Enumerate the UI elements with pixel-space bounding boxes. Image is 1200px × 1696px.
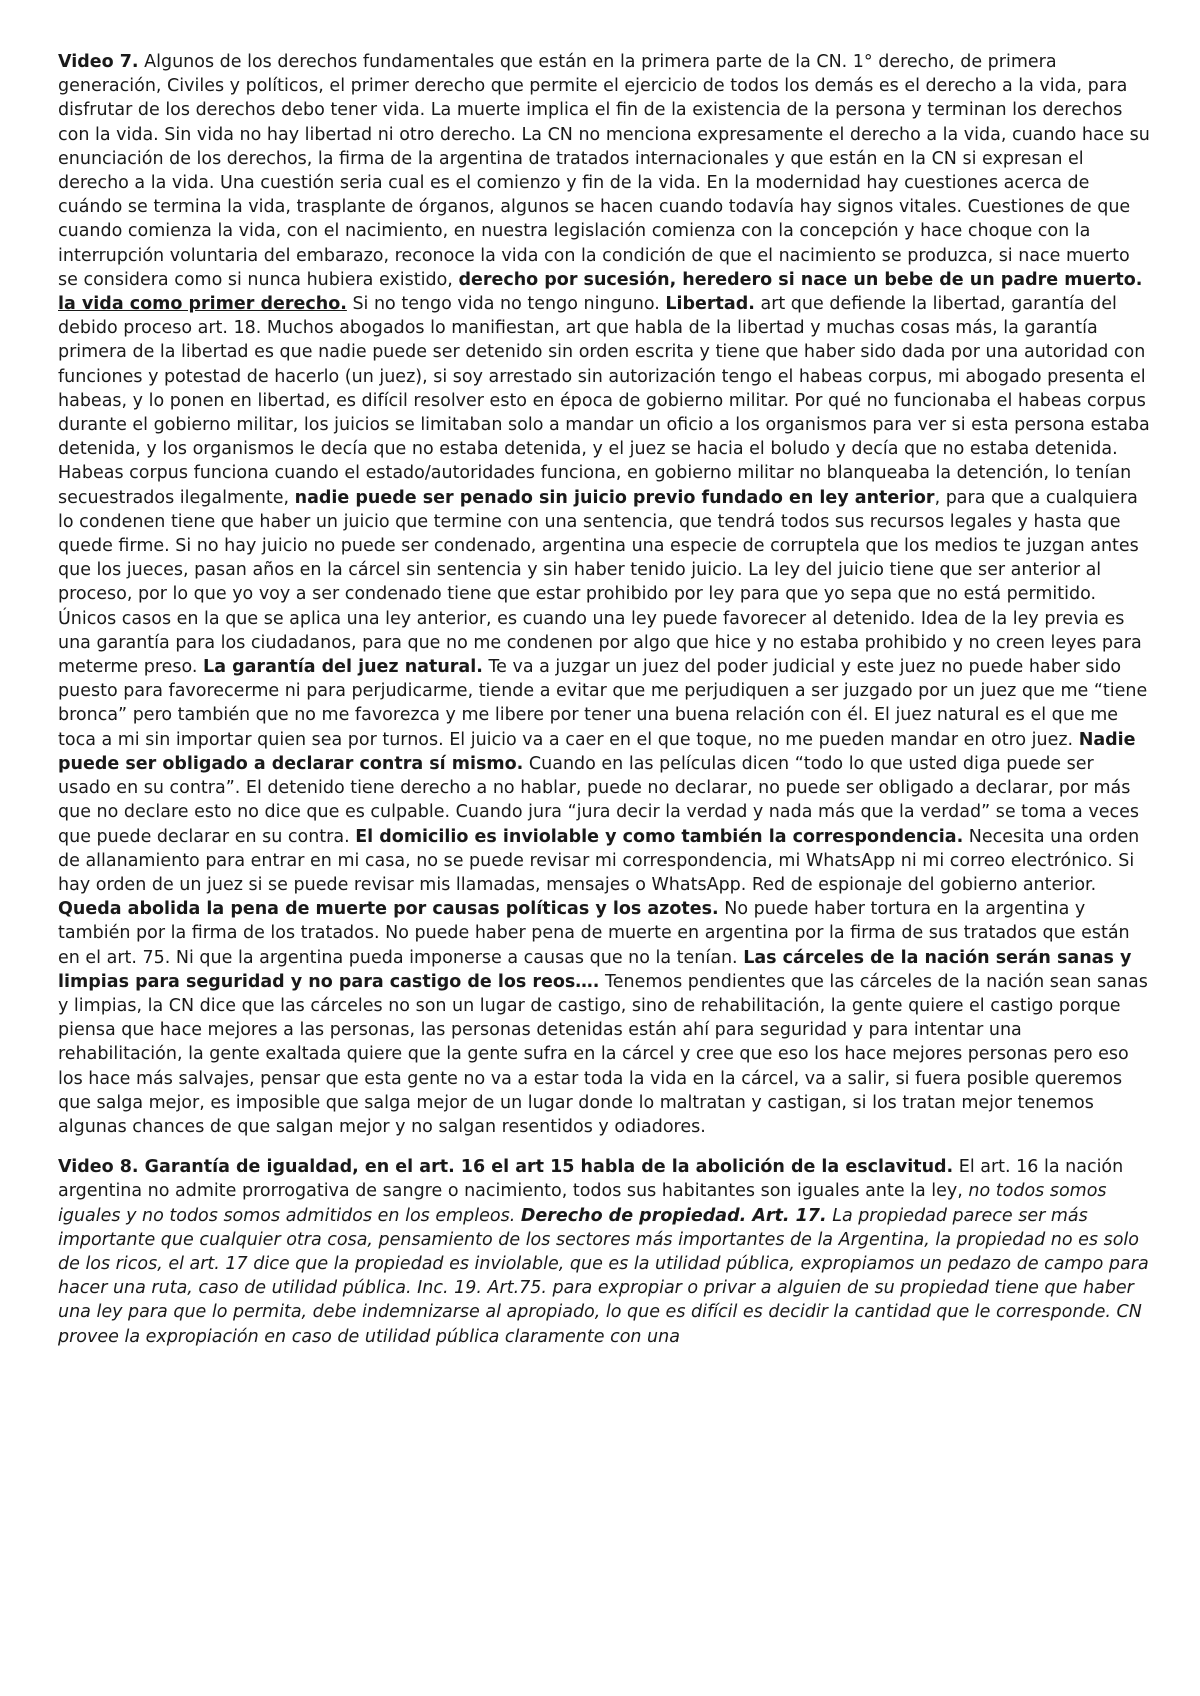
text-run: , para que a cualquiera lo condenen tiene que haber un juicio que termine con una sentencia, que tendrá todos sus recursos legales y hasta que quede firme. Si no hay juicio no puede ser condenado, argentina una especie de corruptela que los medios te juzgan antes que los jueces, pasan años en la cárcel sin sentencia y sin haber tenido juicio. La ley del juicio tiene que ser anterior al proceso, por lo que yo voy a ser condenado tiene que estar prohibido por ley para que yo sepa que no está permitido. Únicos casos en la que se aplica una ley anterior, es cuando una ley puede favorecer al detenido. Idea de la ley previa es una garantía para los ciudadanos, para que no me condenen por algo que hice y no estaba prohibido y no creen leyes para meterme preso. xyxy=(58,487,1142,678)
bold-text-run: El domicilio es inviolable y como también la correspondencia. xyxy=(355,826,964,847)
text-run: art que defiende la libertad, garantía del debido proceso art. 18. Muchos abogados lo manifiestan, art que habla de la libertad y muchas cosas más, la garantía primera de la libertad es que nadie puede ser detenido sin orden escrita y tiene que haber sido dada por una autoridad con funciones y potestad de hacerlo (un juez), si soy arrestado sin autorización tengo el habeas corpus, mi abogado presenta el habeas, y lo ponen en libertad, es difícil resolver esto en época de gobierno militar. Por qué no funcionaba el habeas corpus durante el gobierno militar, los juicios se limitaban solo a mandar un oficio a los organismos para ver si esta persona estaba detenida, y los organismos le decía que no estaba detenida, y el juez se hacia el boludo y decía que no estaba detenida. Habeas corpus funciona cuando el estado/autoridades funciona, en gobierno militar no blanqueaba la detención, lo tenían secuestrados ilegalmente, xyxy=(58,294,1150,508)
bold-text-run: Nadie puede ser obligado a declarar contra sí mismo. xyxy=(58,729,1136,774)
italic-text-run: no todos somos iguales y no todos somos admitidos en los empleos. xyxy=(58,1181,1107,1226)
text-run: Si no tengo vida no tengo ninguno. xyxy=(346,294,666,315)
text-run: Te va a juzgar un juez del poder judicial y este juez no puede haber sido puesto para favorecerme ni para perjudicarme, tiende a evitar que me perjudiquen a ser juzgado por un juez que me “tiene bronca” pero también que no me favorezca y me libere por tener una buena relación con él. El juez natural es el que me toca a mi sin importar quien sea por turnos. El juicio va a caer en el que toque, no me pueden mandar en otro juez. xyxy=(58,657,1148,750)
bold-text-run: Queda abolida la pena de muerte por causas políticas y los azotes. xyxy=(58,899,719,920)
paragraph-video-8 xyxy=(58,1155,1150,1349)
paragraph-video-7 xyxy=(58,50,1150,1139)
text-run: El art. 16 la nación argentina no admite prorrogativa de sangre o nacimiento, todos sus habitantes son iguales ante la ley, xyxy=(58,1157,1124,1202)
bold-text-run: Video 7. xyxy=(58,52,139,72)
bold-italic-text-run: Derecho de propiedad. Art. 17. xyxy=(520,1205,827,1226)
bold-text-run: derecho por sucesión, heredero si nace un bebe de un padre muerto. xyxy=(458,269,1143,290)
bold-text-run: nadie puede ser penado sin juicio previo fundado en ley anterior xyxy=(294,487,935,508)
bold-text-run: Las cárceles de la nación serán sanas y limpias para seguridad y no para castigo de los reos…. xyxy=(58,947,1132,992)
underlined-heading: la vida como primer derecho. xyxy=(58,294,347,315)
italic-text-run: La propiedad parece ser más importante que cualquier otra cosa, pensamiento de los sectores más importantes de la Argentina, la propiedad no es solo de los ricos, el art. 17 dice que la propiedad es inviolable, que es la utilidad pública, expropiamos un pedazo de campo para hacer una ruta, caso de utilidad pública. Inc. 19. Art.75. para expropiar o privar a alguien de su propiedad tiene que haber una ley para que lo permita, debe indemnizarse al apropiado, lo que es difícil es decidir la cantidad que le corresponde. CN provee la expropiación en caso de utilidad pública claramente con una xyxy=(58,1205,1149,1347)
bold-text-run: La garantía del juez natural. xyxy=(203,657,483,678)
text-run: Algunos de los derechos fundamentales que están en la primera parte de la CN. 1° derecho, de primera generación, Civiles y políticos, el primer derecho que permite el ejercicio de todos los demás es el derecho a la vida, para disfrutar de los derechos debo tener vida. La muerte implica el fin de la existencia de la persona y terminan los derechos con la vida. Sin vida no hay libertad ni otro derecho. La CN no menciona expresamente el derecho a la vida, cuando hace su enunciación de los derechos, la firma de la argentina de tratados internacionales y que están en la CN si expresan el derecho a la vida. Una cuestión seria cual es el comienzo y fin de la vida. En la modernidad hay cuestiones acerca de cuándo se termina la vida, trasplante de órganos, algunos se hacen cuando todavía hay signos vitales. Cuestiones de que cuando comienza la vida, con el nacimiento, en nuestra legislación comienza con la concepción y hace choque con la interrupción voluntaria del embarazo, reconoce la vida con la condición de que el nacimiento se produzca, si nace muerto se considera como si nunca hubiera existido, xyxy=(58,52,1150,290)
text-run: Necesita una orden de allanamiento para entrar en mi casa, no se puede revisar mi correspondencia, mi WhatsApp ni mi correo electrónico. Si hay orden de un juez si se puede revisar mis llamadas, mensajes o WhatsApp. Red de espionaje del gobierno anterior. xyxy=(58,826,1140,895)
bold-text-run: Libertad. xyxy=(665,294,755,315)
document-page xyxy=(58,50,1150,1349)
text-run: No puede haber tortura en la argentina y también por la firma de los tratados. No puede haber pena de muerte en argentina por la firma de sus tratados que están en el art. 75. Ni que la argentina pueda imponerse a causas que no la tenían. xyxy=(58,899,1130,968)
bold-text-run: Video 8. Garantía de igualdad, en el art. 16 el art 15 habla de la abolición de la esclavitud. xyxy=(58,1157,954,1178)
text-run: Cuando en las películas dicen “todo lo que usted diga puede ser usado en su contra”. El detenido tiene derecho a no hablar, puede no declarar, no puede ser obligado a declarar, por más que no declare esto no dice que es culpable. Cuando jura “jura decir la verdad y nada más que la verdad” se toma a veces que puede declarar en su contra. xyxy=(58,753,1139,847)
text-run: Tenemos pendientes que las cárceles de la nación sean sanas y limpias, la CN dice que las cárceles no son un lugar de castigo, sino de rehabilitación, la gente quiere el castigo porque piensa que hace mejores a las personas, las personas detenidas están ahí para seguridad y para intentar una rehabilitación, la gente exaltada quiere que la gente sufra en la cárcel y cree que eso los hace mejores personas pero eso los hace más salvajes, pensar que esta gente no va a estar toda la vida en la cárcel, va a salir, si fuera posible queremos que salga mejor, es imposible que salga mejor de un lugar donde lo maltratan y castigan, si los tratan mejor tenemos algunas chances de que salgan mejor y no salgan resentidos y odiadores. xyxy=(58,971,1148,1137)
